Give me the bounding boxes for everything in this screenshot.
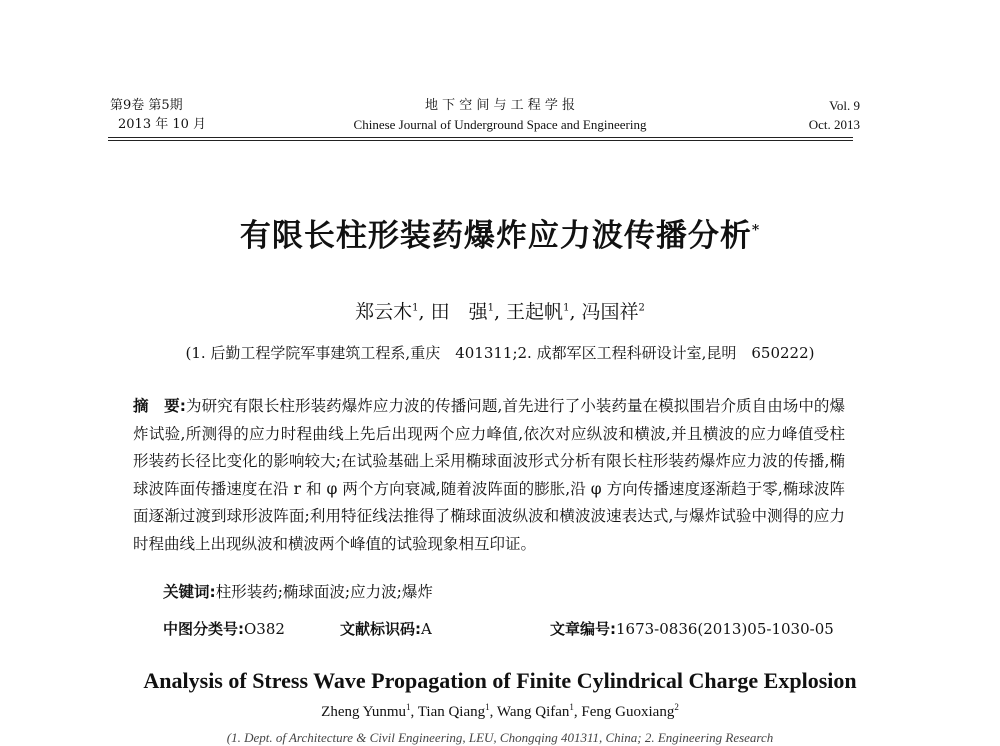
journal-en: Chinese Journal of Underground Space and Engineering — [353, 117, 647, 132]
article-label: 文章编号: — [550, 620, 616, 638]
header-rule-top — [108, 137, 853, 138]
document-code — [340, 618, 432, 639]
author-en: Feng Guoxiang — [581, 704, 675, 720]
author-cn: 冯国祥 — [581, 301, 639, 323]
author-sup: 1 — [412, 302, 419, 314]
author-en: Wang Qifan — [496, 704, 570, 720]
clc-label: 中图分类号: — [163, 620, 244, 638]
abstract-label: 摘 要: — [133, 397, 186, 415]
author-sup: 1 — [485, 702, 490, 712]
author-sup: 2 — [638, 302, 645, 314]
article-title-en: Analysis of Stress Wave Propagation of Finite Cylindrical Charge Explosion — [143, 668, 857, 693]
date-cn: 2013 年 10 月 — [118, 117, 207, 132]
article-value: 1673-0836(2013)05-1030-05 — [616, 620, 834, 638]
affiliation-en: (1. Dept. of Architecture & Civil Engineering, LEU, Chongqing 401311, China; 2. Engineering Research — [226, 730, 774, 745]
doc-value: A — [421, 620, 432, 638]
authors-en: Zheng Yunmu$^1$, Tian Qiang$^1$, Wang Qifan$^1$, Feng Guoxiang$^2$ — [321, 702, 679, 720]
clc-value: O382 — [244, 620, 285, 638]
header-rule-bottom — [108, 140, 853, 141]
volume-en: Vol. 9 — [829, 98, 860, 113]
article-number — [550, 618, 834, 639]
author-cn: 田 强 — [430, 301, 488, 323]
header-right — [809, 96, 860, 134]
article-title-cn — [0, 210, 1000, 255]
author-cn: 王起帆 — [506, 301, 564, 323]
affiliation-cn: (1. 后勤工程学院军事建筑工程系,重庆 401311;2. 成都军区工程科研设计室,昆明 650222) — [185, 344, 815, 362]
volume-cn: 第9卷 第5期 — [110, 98, 183, 113]
author-sup: 1 — [406, 702, 411, 712]
journal-cn: 地 下 空 间 与 工 程 学 报 — [424, 98, 576, 113]
abstract — [133, 393, 845, 558]
doc-label: 文献标识码: — [340, 620, 421, 638]
title-cn-text: 有限长柱形装药爆炸应力波传播分析 — [239, 218, 752, 254]
keywords — [163, 580, 433, 602]
authors-cn: 郑云木$^1$, 田 强$^1$, 王起帆$^1$, 冯国祥$^2$ — [355, 301, 645, 323]
author-sup: 2 — [674, 702, 679, 712]
author-en: Zheng Yunmu — [321, 704, 407, 720]
author-sup: 1 — [569, 702, 574, 712]
author-cn: 郑云木 — [355, 301, 413, 323]
clc-number — [163, 618, 285, 639]
title-footnote-mark: * — [751, 222, 761, 239]
date-en: Oct. 2013 — [808, 117, 860, 132]
keywords-label: 关键词: — [163, 583, 216, 601]
keywords-text: 柱形装药;椭球面波;应力波;爆炸 — [215, 583, 433, 601]
abstract-text: 为研究有限长柱形装药爆炸应力波的传播问题,首先进行了小装药量在模拟围岩介质自由场中的爆炸试验,所测得的应力时程曲线上先后出现两个应力峰值,依次对应纵波和横波,并且横波的应力峰值受柱形装药长径比变化的影响较大;在试验基础上采用椭球面波形式分析有限长柱形装药爆炸应力波的传播,椭球波阵面传播速度在沿 r 和 φ 两个方向衰减,随着波阵面的膨胀,沿 φ 方向传播速度逐渐趋于零,椭球波阵面逐渐过渡到球形波阵面;利用特征线法推得了椭球面波纵波和横波波速表达式,与爆炸试验中测得的应力时程曲线上出现纵波和横波两个峰值的试验现象相互印证。 — [133, 397, 845, 553]
author-sup: 1 — [563, 302, 570, 314]
author-en: Tian Qiang — [417, 704, 486, 720]
author-sup: 1 — [487, 302, 494, 314]
